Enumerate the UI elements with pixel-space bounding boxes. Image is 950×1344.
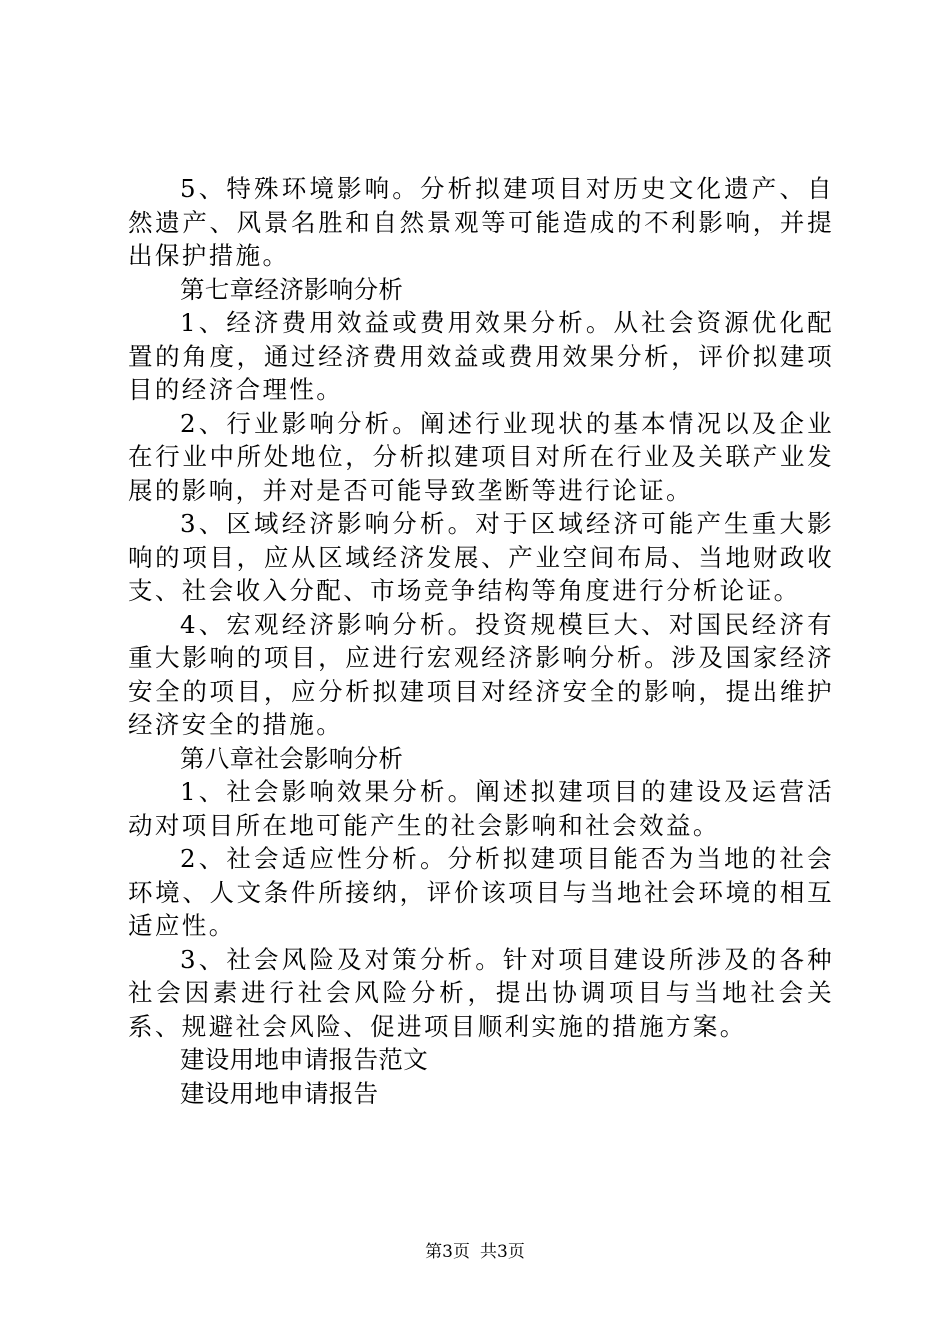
paragraph-industry-impact: 2、行业影响分析。阐述行业现状的基本情况以及企业在行业中所处地位，分析拟建项目对所在行业及关联产业发展的影响，并对是否可能导致垄断等进行论证。 <box>128 408 834 505</box>
paragraph-social-risk: 3、社会风险及对策分析。针对项目建设所涉及的各种社会因素进行社会风险分析，提出协调项目与当地社会关系、规避社会风险、促进项目顺利实施的措施方案。 <box>128 944 834 1041</box>
section-title-report: 建设用地申请报告 <box>180 1078 379 1108</box>
page-footer <box>0 1241 950 1263</box>
paragraph-macroeconomic-impact: 4、宏观经济影响分析。投资规模巨大、对国民经济有重大影响的项目，应进行宏观经济影响分析。涉及国家经济安全的项目，应分析拟建项目对经济安全的影响，提出维护经济安全的措施。 <box>128 609 834 739</box>
chapter-8-heading: 第八章社会影响分析 <box>180 743 404 773</box>
paragraph-special-environment-impact: 5、特殊环境影响。分析拟建项目对历史文化遗产、自然遗产、风景名胜和自然景观等可能造成的不利影响，并提出保护措施。 <box>128 174 834 270</box>
page-number: 第3页 <box>425 1242 470 1262</box>
chapter-7-heading: 第七章经济影响分析 <box>180 274 404 304</box>
paragraph-regional-economic-impact: 3、区域经济影响分析。对于区域经济可能产生重大影响的项目，应从区域经济发展、产业空间布局、当地财政收支、社会收入分配、市场竞争结构等角度进行分析论证。 <box>128 509 834 605</box>
page-total: 共3页 <box>480 1242 525 1262</box>
section-title-sample: 建设用地申请报告范文 <box>180 1045 428 1074</box>
paragraph-social-impact-effect: 1、社会影响效果分析。阐述拟建项目的建设及运营活动对项目所在地可能产生的社会影响和社会效益。 <box>128 777 834 840</box>
paragraph-social-adaptability: 2、社会适应性分析。分析拟建项目能否为当地的社会环境、人文条件所接纳，评价该项目与当地社会环境的相互适应性。 <box>128 844 834 940</box>
paragraph-economic-cost-benefit: 1、经济费用效益或费用效果分析。从社会资源优化配置的角度，通过经济费用效益或费用效果分析，评价拟建项目的经济合理性。 <box>128 308 834 404</box>
document-body <box>128 172 834 1110</box>
